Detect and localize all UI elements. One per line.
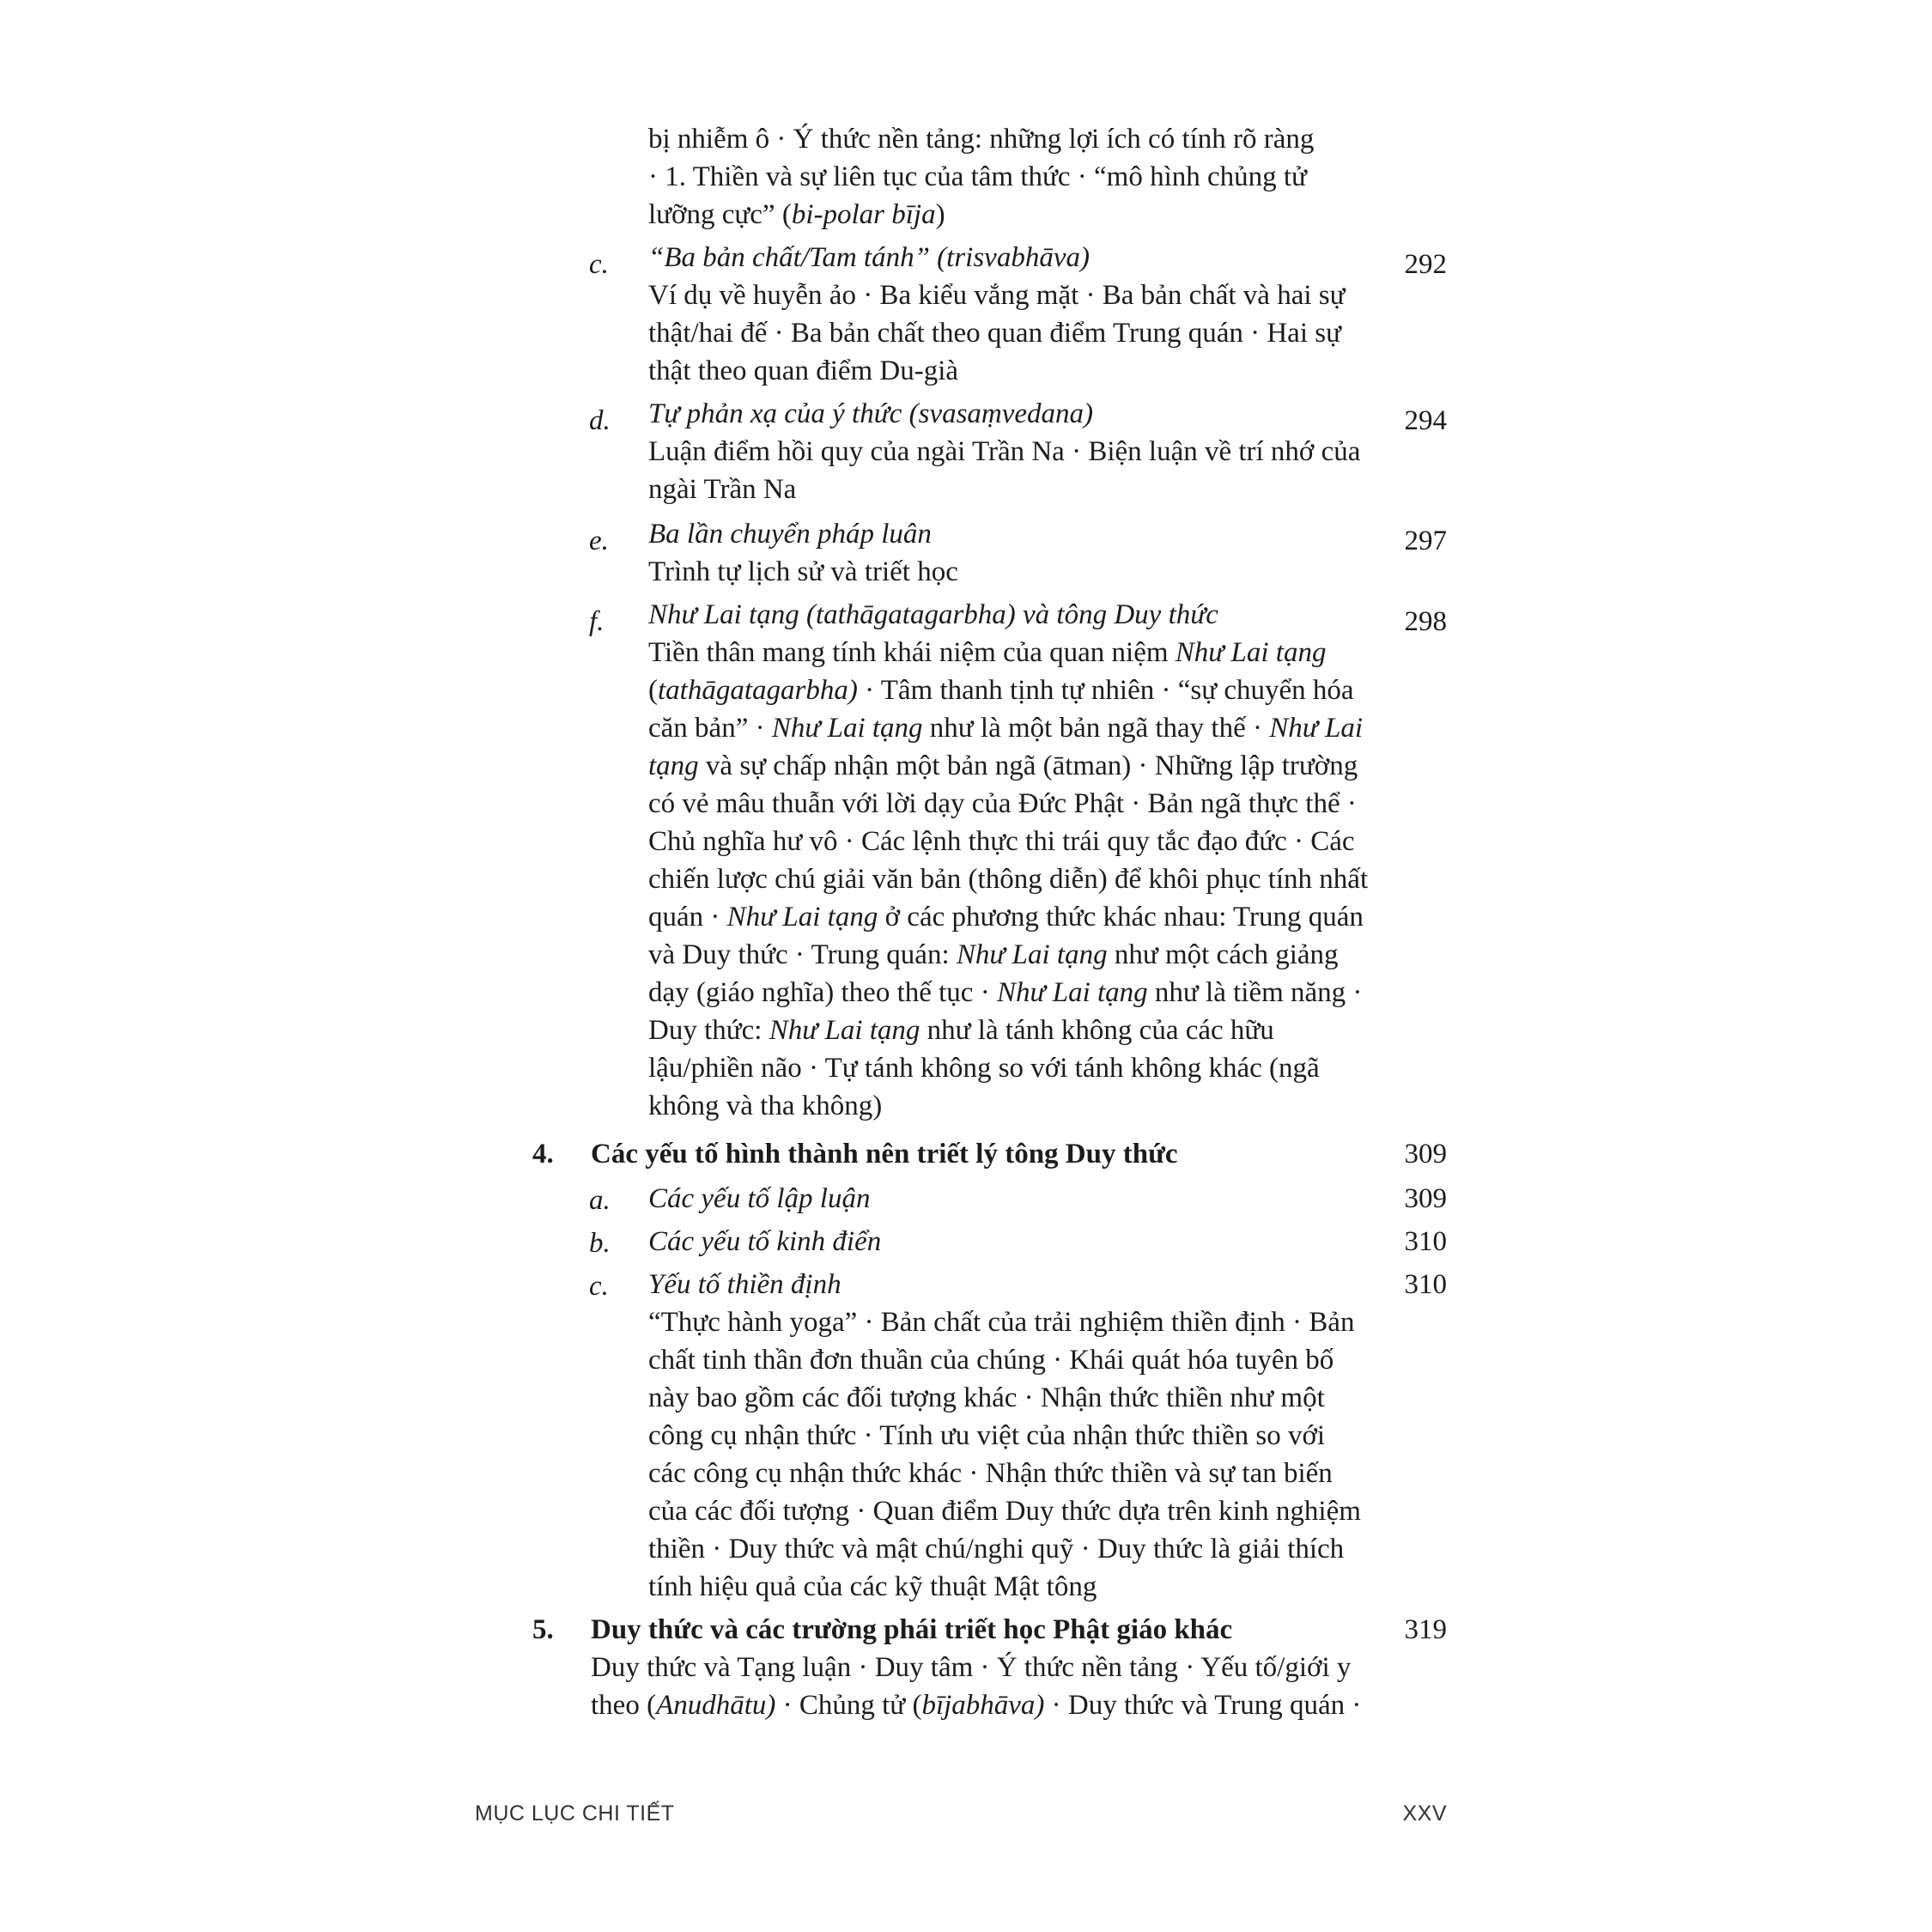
f-desc-text: và sự chấp nhận một bản ngã (ātman) · Những lập trường có vẻ mâu thuẫn với lời dạy của Đức Phật · Bản ngã thực thể · Chủ nghĩa hư vô · Các lệnh thực thi trái quy tắc đạo đức · Các chiến lược chú giải văn bản (thông diễn) để khôi phục tính nhất quán ·: [648, 750, 1369, 933]
section-4-title[interactable]: Các yếu tố hình thành nên triết lý tông Duy thức: [591, 1139, 1178, 1170]
entry-page-c[interactable]: 292: [1404, 249, 1447, 280]
f-desc-term: Như Lai tạng: [996, 977, 1148, 1008]
section-4-letter-a: a.: [589, 1185, 611, 1216]
f-desc-text: như là tánh không của các hữu lậu/phiền não · Tự tánh không so với tánh không khác (ngã không và tha không): [648, 1015, 1320, 1121]
section-4-page-b[interactable]: 310: [1404, 1226, 1447, 1257]
intro-line-2: · 1. Thiền và sự liên tục của tâm thức · “mô hình chủng tử: [648, 161, 1307, 192]
f-desc-term: Như Lai tạng: [1175, 637, 1327, 668]
section-4-item-c-desc: “Thực hành yoga” · Bản chất của trải nghiệm thiền định · Bản chất tinh thần đơn thuần của chúng · Khái quát hóa tuyên bố này bao gồm các đối tượng khác · Nhận thức thiền như một công cụ nhận thức · Tính ưu việt của nhận thức thiền so với các công cụ nhận thức khác · Nhận thức thiền và sự tan biến của các đối tượng · Quan điểm Duy thức dựa trên kinh nghiệm thiền · Duy thức và mật chú/nghi quỹ · Duy thức là giải thích tính hiệu quả của các kỹ thuật Mật tông: [648, 1307, 1361, 1602]
f-desc-text: · Tâm thanh tịnh tự nhiên · “sự chuyển hóa căn bản” ·: [648, 675, 1354, 744]
s5-text: theo (: [591, 1690, 657, 1721]
footer-page-number: XXV: [1402, 1801, 1447, 1826]
section-4-page[interactable]: 309: [1404, 1139, 1447, 1170]
entry-title-e[interactable]: Ba lần chuyển pháp luân: [648, 519, 932, 550]
section-4-page-c[interactable]: 310: [1404, 1269, 1447, 1300]
f-desc-text: như một cách giảng dạy (giáo nghĩa) theo thế tục ·: [648, 939, 1339, 1008]
section-4-page-a[interactable]: 309: [1404, 1183, 1447, 1214]
entry-desc-c: Ví dụ về huyễn ảo · Ba kiểu vắng mặt · Ba bản chất và hai sự thật/hai đế · Ba bản chất theo quan điểm Trung quán · Hai sự thật theo quan điểm Du-già: [648, 280, 1346, 386]
section-4-item-a[interactable]: Các yếu tố lập luận: [648, 1183, 871, 1214]
f-desc-term: Như Lai tạng: [771, 713, 923, 744]
section-5-desc-line-1: Duy thức và Tạng luận · Duy tâm · Ý thức nền tảng · Yếu tố/giới y: [591, 1652, 1352, 1683]
f-desc-text: ở các phương thức khác nhau: Trung quán và Duy thức · Trung quán:: [648, 902, 1364, 970]
intro-text-end: ): [935, 199, 945, 230]
entry-title-c[interactable]: “Ba bản chất/Tam tánh” (trisvabhāva): [648, 242, 1090, 273]
f-desc-term: Như Lai tạng: [726, 902, 878, 933]
entry-title-f[interactable]: Như Lai tạng (tathāgatagarbha) và tông Duy thức: [648, 599, 1218, 630]
entry-letter-f: f.: [589, 606, 605, 637]
entry-letter-d: d.: [589, 405, 611, 436]
section-5-page[interactable]: 319: [1404, 1614, 1447, 1645]
entry-page-f[interactable]: 298: [1404, 606, 1447, 637]
section-5-number: 5.: [532, 1614, 554, 1645]
intro-term: bi-polar bīja: [791, 199, 936, 230]
f-desc-text: như là tiềm năng · Duy thức:: [648, 977, 1363, 1046]
entry-letter-c: c.: [589, 249, 609, 280]
entry-desc-d: Luận điểm hồi quy của ngài Trần Na · Biện luận về trí nhớ của ngài Trần Na: [648, 436, 1361, 505]
section-5-title[interactable]: Duy thức và các trường phái triết học Phật giáo khác: [591, 1614, 1233, 1645]
entry-desc-f: [648, 634, 1370, 1125]
s5-term: Anudhātu): [656, 1690, 776, 1721]
section-4-letter-b: b.: [589, 1228, 611, 1259]
section-4-item-c[interactable]: Yếu tố thiền định: [648, 1269, 841, 1300]
entry-page-d[interactable]: 294: [1404, 405, 1447, 436]
entry-desc-e: Trình tự lịch sử và triết học: [648, 556, 958, 587]
entry-letter-e: e.: [589, 526, 609, 556]
f-desc-term: tathāgatagarbha): [658, 675, 858, 706]
f-desc-text: (: [648, 675, 658, 706]
intro-line-3: [648, 196, 945, 234]
entry-title-d[interactable]: Tự phản xạ của ý thức (svasaṃvedana): [648, 398, 1094, 429]
entry-page-e[interactable]: 297: [1404, 526, 1447, 556]
section-4-number: 4.: [532, 1139, 554, 1170]
section-4-item-b[interactable]: Các yếu tố kinh điển: [648, 1226, 882, 1257]
footer-running-head: MỤC LỤC CHI TIẾT: [475, 1801, 675, 1826]
f-desc-term: Như Lai tạng: [648, 713, 1364, 781]
section-5-desc-line-2: [591, 1686, 1361, 1724]
f-desc-term: Như Lai tạng: [769, 1015, 920, 1046]
s5-text: · Chủng tử (: [775, 1690, 922, 1721]
f-desc-text: Tiền thân mang tính khái niệm của quan niệm: [648, 637, 1176, 668]
intro-text: lưỡng cực” (: [648, 199, 792, 230]
intro-line-1: bị nhiễm ô · Ý thức nền tảng: những lợi ích có tính rõ ràng: [648, 124, 1315, 155]
f-desc-term: Như Lai tạng: [956, 939, 1108, 970]
s5-term: bījabhāva): [921, 1690, 1045, 1721]
f-desc-text: như là một bản ngã thay thế ·: [922, 713, 1270, 744]
s5-text: · Duy thức và Trung quán ·: [1044, 1690, 1362, 1721]
section-4-letter-c: c.: [589, 1271, 609, 1302]
